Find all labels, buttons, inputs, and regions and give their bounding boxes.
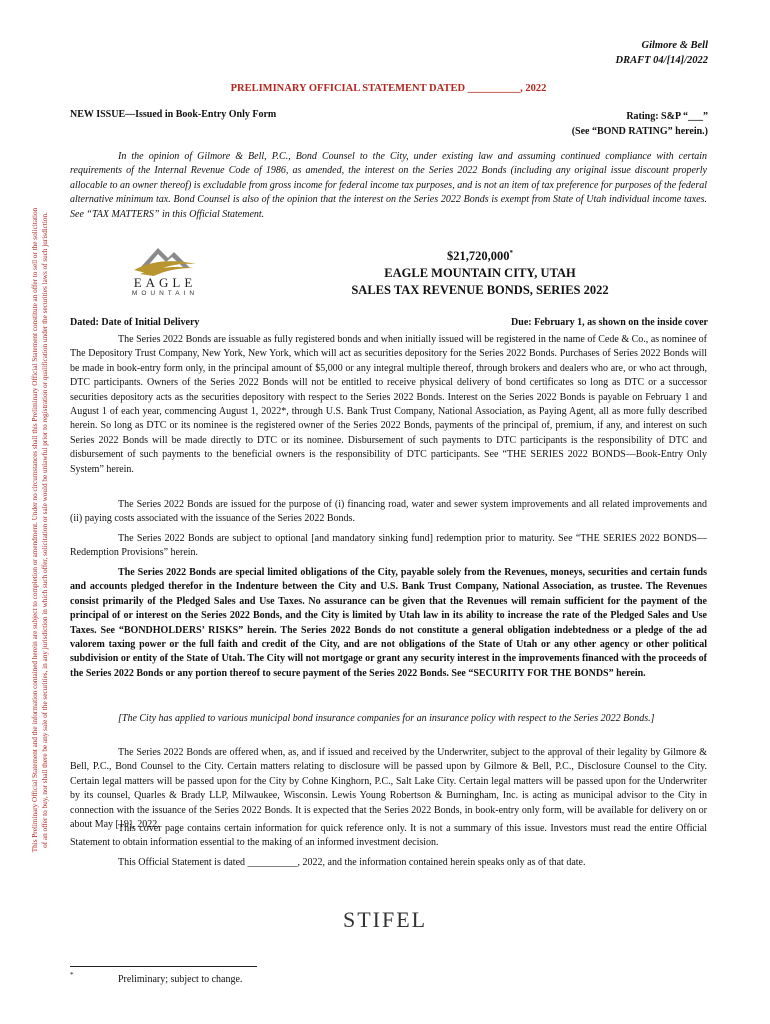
issuer-name: EAGLE MOUNTAIN CITY, UTAH <box>384 266 576 281</box>
draft-firm: Gilmore & Bell <box>641 40 708 51</box>
paragraph-statement-date: This Official Statement is dated __________, 2022, and the information contained herein speaks only as of that date. <box>118 857 586 868</box>
paragraph-offering: The Series 2022 Bonds are offered when, as, and if issued and received by the Underwriter, subject to the approval of their legality by Gilmore & Bell, P.C., Bond Counsel to the City. Certain matters relating to disclosure will be passed upon by Gilmore & Bell, P.C., Disclosure Counsel to the City. Certain legal matters will be passed upon for the City by Cohne Kinghorn, P.C., Salt Lake City. Certain legal matters will be passed upon for the Underwriter by its counsel, Quarles & Brady LLP, Milwaukee, Wisconsin. Lewis Young Robertson & Burningham, Inc. is acting as municipal advisor to the City in connection with the issuance of the Series 2022 Bonds. It is expected that the Series 2022 Bonds, in book-entry only form, will be available for delivery on or about May [19], 2022. <box>70 747 707 831</box>
logo-word-mountain: MOUNTAIN <box>131 290 199 297</box>
side-notice-line-1: This Preliminary Official Statement and the information contained herein are subject to completion or amendment. Under no circumstances shall this Preliminary Official Statement constitute an offer to sell or the solicitation <box>31 207 39 853</box>
dated-label: Dated: Date of Initial Delivery <box>70 317 200 328</box>
bond-series-name: SALES TAX REVENUE BONDS, SERIES 2022 <box>351 283 609 298</box>
rating-label: Rating: S&P “___” <box>626 111 708 122</box>
paragraph-redemption: The Series 2022 Bonds are subject to optional [and mandatory sinking fund] redemption prior to maturity. See “THE SERIES 2022 BONDS—Redemption Provisions” herein. <box>70 533 707 559</box>
logo-word-eagle: EAGLE <box>133 275 197 290</box>
eagle-mountain-logo <box>110 238 220 302</box>
footnote-divider <box>70 966 257 967</box>
rating-reference: (See “BOND RATING” herein.) <box>571 126 708 137</box>
side-notice-line-2: of an offer to buy, nor shall there be any sale of the securities, in any jurisdiction in which such offer, solicitation or sale would be unlawful prior to registration or qualification under the securities laws of such jurisdiction. <box>41 212 49 848</box>
draft-stamp <box>616 38 708 68</box>
draft-date: DRAFT 04/[14]/2022 <box>615 55 708 66</box>
bond-amount: $21,720,000* <box>447 249 513 264</box>
footnote-text: Preliminary; subject to change. <box>118 974 243 985</box>
paragraph-insurance: [The City has applied to various municipal bond insurance companies for an insurance policy with respect to the Series 2022 Bonds.] <box>118 713 655 724</box>
rating-block <box>572 109 708 139</box>
preliminary-statement-title: PRELIMINARY OFFICIAL STATEMENT DATED __________, 2022 <box>230 83 547 94</box>
amount-asterisk: * <box>509 249 513 257</box>
underwriter-logo: STIFEL <box>343 907 428 932</box>
footnote-mark: * <box>70 971 74 979</box>
legal-side-notice <box>30 50 50 1010</box>
paragraph-book-entry: The Series 2022 Bonds are issuable as fully registered bonds and when initially issued will be registered in the name of Cede & Co., as nominee of The Depository Trust Company, New York, New York, which will act as securities depository for the Series 2022 Bonds. Purchases of Series 2022 Bonds will be made in book-entry form only, in the principal amount of $5,000 or any integral multiple thereof, through brokers and dealers who are, or who act through, DTC participants. Owners of the Series 2022 Bonds will not be entitled to receive physical delivery of bond certificates so long as DTC or a successor securities depository acts as the securities depository with respect to the Series 2022 Bonds. Interest on the Series 2022 Bonds is payable on February 1 and August 1 of each year, commencing August 1, 2022*, through U.S. Bank Trust Company, National Association, as Paying Agent, all as more fully described herein. So long as DTC or its nominee is the registered owner of the Series 2022 Bonds, payments of the principal of, premium, if any, and interest on such Series 2022 Bonds will be made directly to DTC or its nominee. Disbursement of such payments to DTC participants is the responsibility of DTC and disbursement of such payments to the beneficial owners is the responsibility of DTC participants. See “THE SERIES 2022 BONDS—Book-Entry Only System” herein. <box>70 334 707 475</box>
paragraph-security: The Series 2022 Bonds are special limited obligations of the City, payable solely from the Revenues, moneys, securities and certain funds and accounts pledged therefor in the Indenture between the City and U.S. Bank Trust Company, National Association, as trustee. The Revenues consist primarily of the Pledged Sales and Use Taxes. No assurance can be given that the Revenues will remain sufficient for the payment of the principal of or interest on the Series 2022 Bonds, and the City is limited by Utah law in its ability to increase the rate of the Pledged Sales and Use Taxes. See “BONDHOLDERS’ RISKS” herein. The Series 2022 Bonds do not constitute a general obligation indebtedness or a pledge of the ad valorem taxing power or the full faith and credit of the City, and are not obligations of the State of Utah or any other agency or other political subdivision or entity of the State of Utah. The City will not mortgage or grant any security interest in the improvements financed with the proceeds of the Series 2022 Bonds or any portion thereof to secure payment of the Series 2022 Bonds. See “SECURITY FOR THE BONDS” herein. <box>70 567 707 679</box>
paragraph-purpose: The Series 2022 Bonds are issued for the purpose of (i) financing road, water and sewer system improvements and all related improvements and (ii) paying costs associated with the issuance of the Series 2022 Bonds. <box>70 499 707 525</box>
paragraph-cover-notice: This cover page contains certain information for quick reference only. It is not a summary of this issue. Investors must read the entire Official Statement to obtain information essential to the making of an informed investment decision. <box>70 823 707 849</box>
bond-counsel-opinion: In the opinion of Gilmore & Bell, P.C., Bond Counsel to the City, under existing law and assuming continued compliance with certain requirements of the Internal Revenue Code of 1986, as amended, the interest on the Series 2022 Bonds (including any original issue discount properly allocable to an owner thereof) is excludable from gross income for federal income tax purposes, and is not an item of tax preference for purposes of the federal alternative minimum tax. Bond Counsel is also of the opinion that the interest on the Series 2022 Bonds is exempt from State of Utah individual income taxes. See “TAX MATTERS” in this Official Statement. <box>70 151 707 220</box>
eagle-mountain-logo-icon <box>110 238 220 278</box>
bond-title-block <box>240 245 720 299</box>
due-label: Due: February 1, as shown on the inside cover <box>511 317 708 328</box>
new-issue-label: NEW ISSUE—Issued in Book-Entry Only Form <box>70 109 277 120</box>
